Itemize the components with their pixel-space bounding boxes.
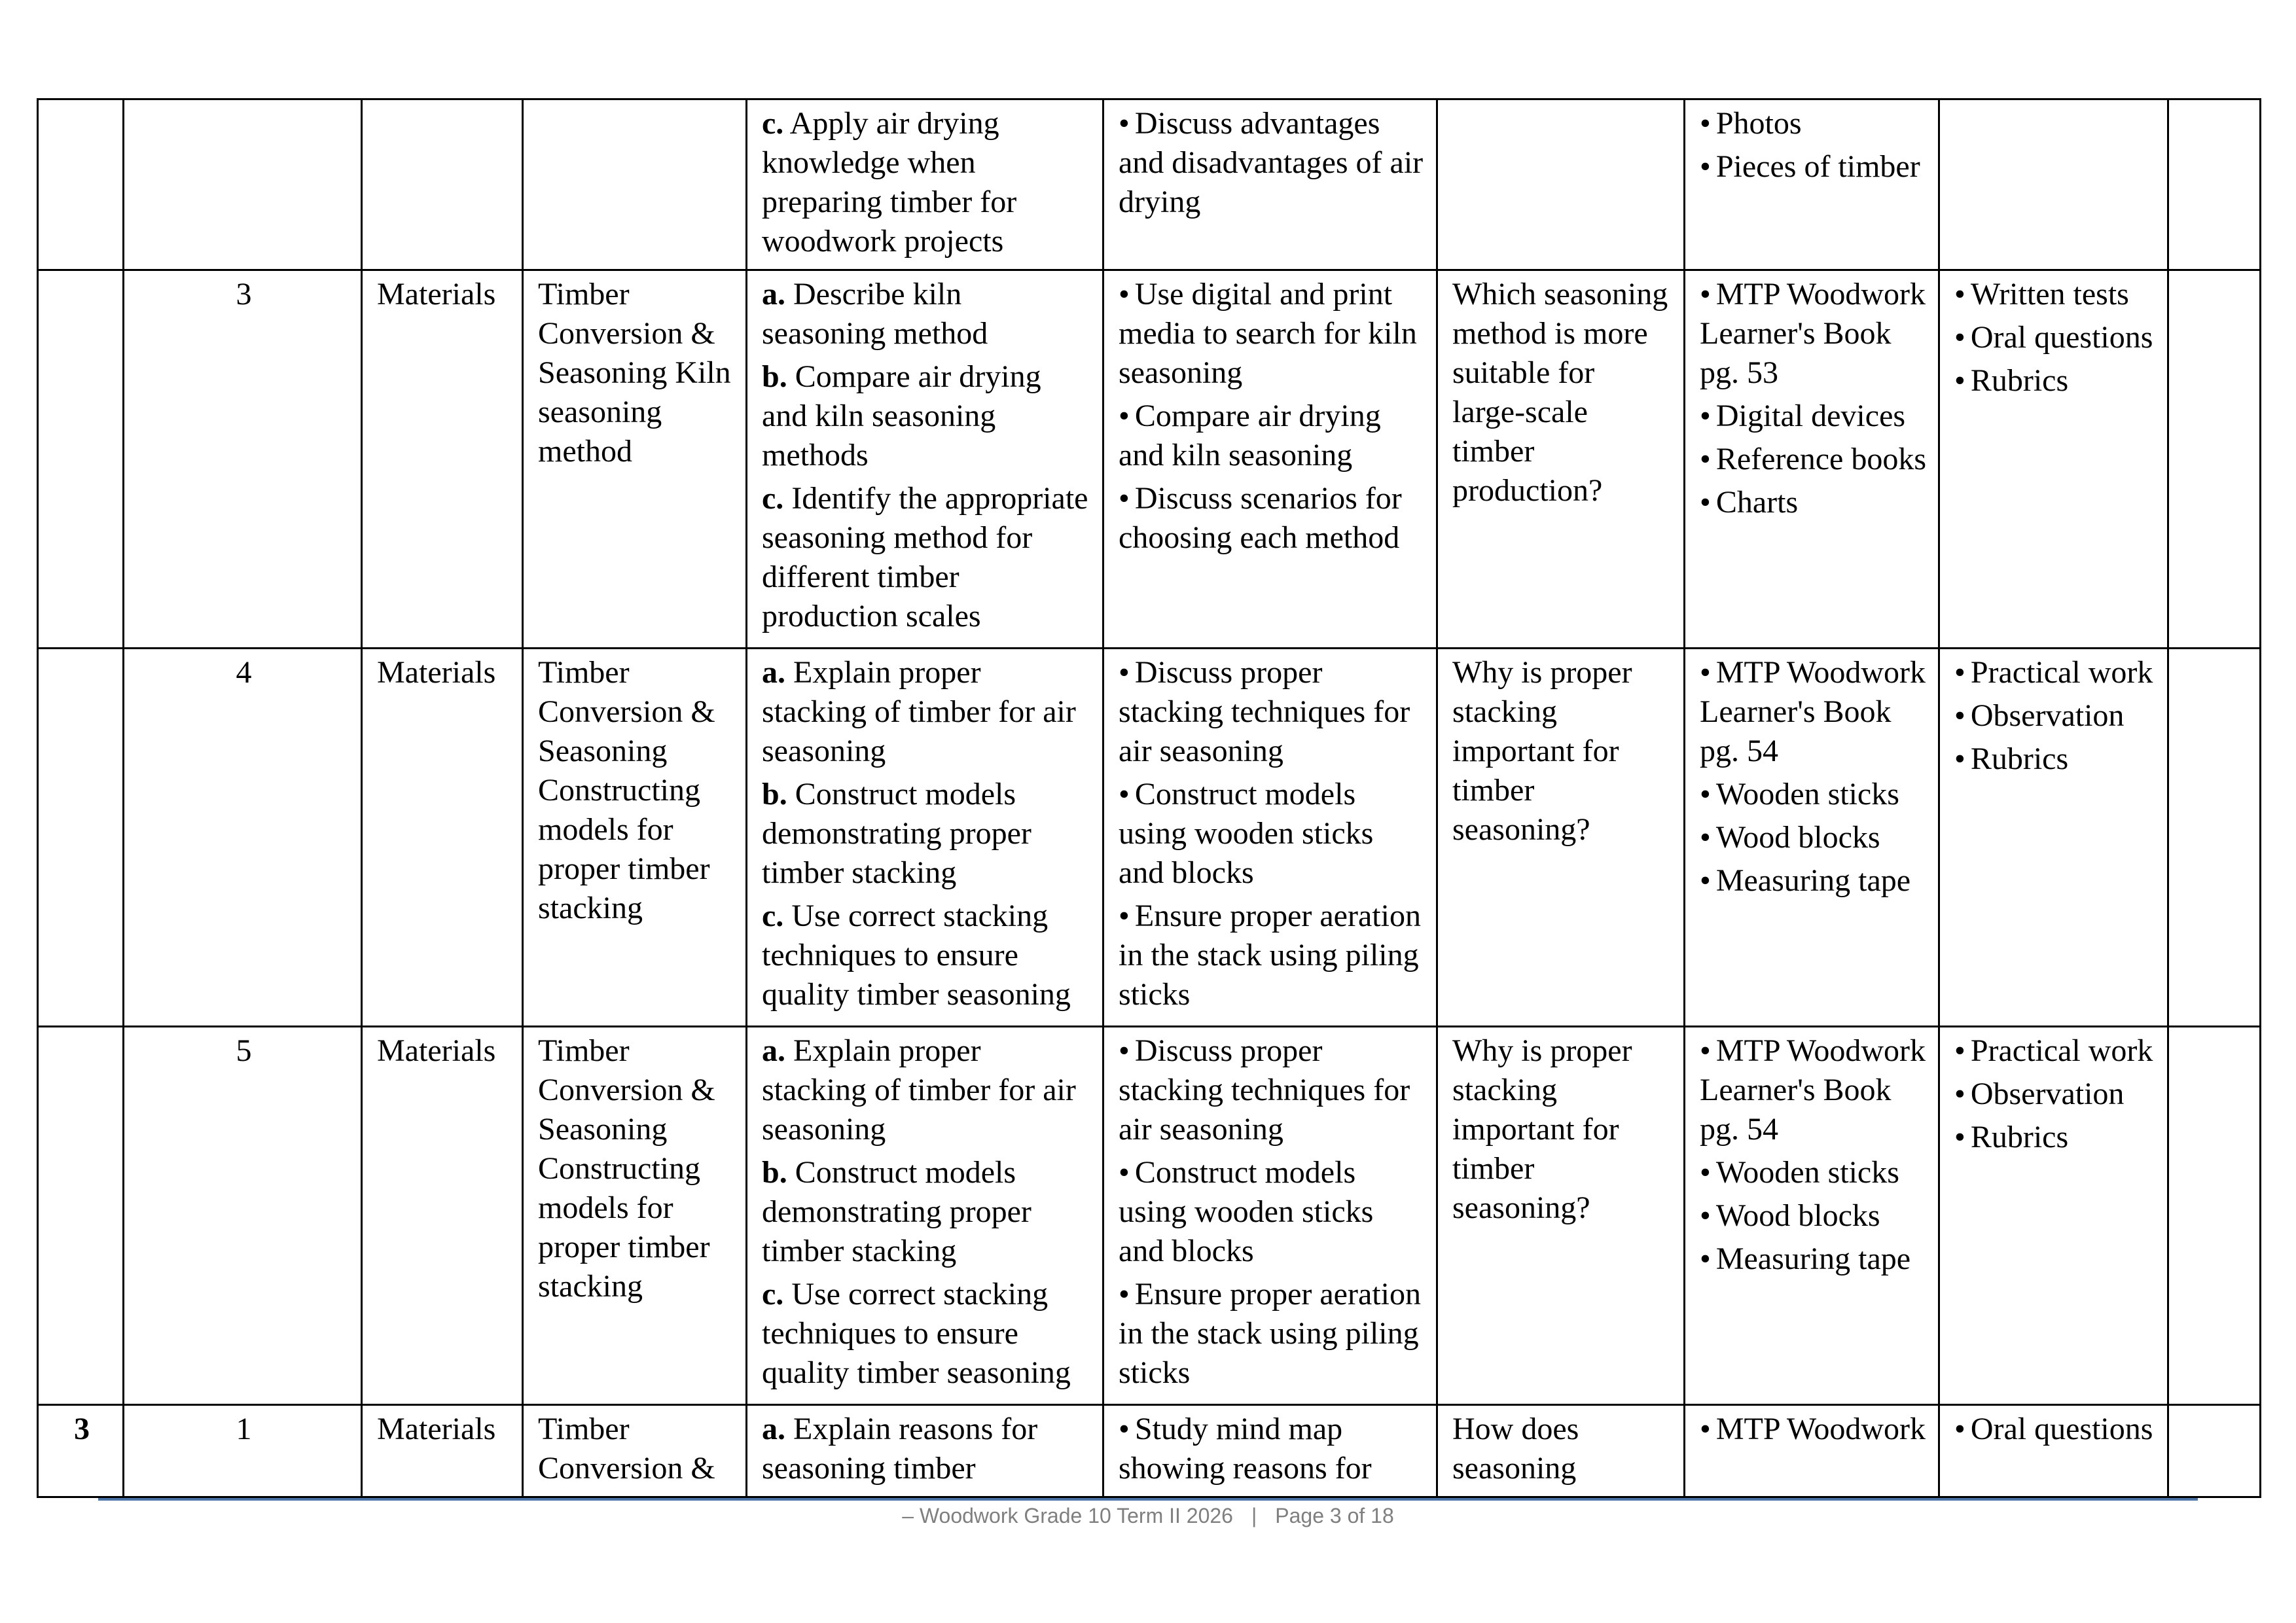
assessment-cell — [1939, 270, 2168, 649]
resource-text: MTP Woodwork Learner's Book pg. 54 — [1700, 1033, 1926, 1147]
assessment-method — [1954, 696, 2155, 736]
learning-experience — [1119, 397, 1424, 475]
resource-text: Reference books — [1715, 442, 1926, 476]
resources-cell — [1685, 649, 1939, 1027]
outcome-text: Construct models demonstrating proper timber stacking — [762, 1155, 1031, 1268]
learning-outcome — [762, 479, 1090, 636]
resource — [1700, 861, 1926, 901]
resource — [1700, 818, 1926, 857]
page-footer — [0, 1503, 2296, 1529]
table-row — [38, 99, 2261, 270]
learning-experience — [1119, 1031, 1424, 1149]
table-row — [38, 270, 2261, 649]
resource-list — [1700, 104, 1926, 187]
learning-outcome — [762, 897, 1090, 1014]
assessment-cell — [1939, 99, 2168, 270]
resource-text: Pieces of timber — [1715, 149, 1920, 184]
learning-experience — [1119, 1275, 1424, 1393]
resource-text: Measuring tape — [1715, 1241, 1911, 1276]
sub-strand-cell: Timber Conversion & Seasoning Constructing models for proper timber stacking — [523, 649, 747, 1027]
resource — [1700, 147, 1926, 187]
assessment-cell — [1939, 649, 2168, 1027]
outcome-text: Use correct stacking techniques to ensure quality timber seasoning — [762, 1277, 1071, 1390]
learning-experience-list — [1119, 1410, 1424, 1488]
learning-experiences-cell — [1103, 99, 1437, 270]
learning-experiences-cell — [1103, 649, 1437, 1027]
learning-outcomes-cell — [747, 1027, 1103, 1405]
resource-text: Photos — [1715, 106, 1802, 141]
learning-experience-text: Construct models using wooden sticks and blocks — [1119, 1155, 1374, 1268]
assessment-cell — [1939, 1405, 2168, 1497]
resource — [1700, 1196, 1926, 1236]
learning-outcome — [762, 775, 1090, 893]
resource-text: MTP Woodwork Learner's Book pg. 54 — [1700, 655, 1926, 768]
table-row — [38, 649, 2261, 1027]
sub-strand-cell — [523, 99, 747, 270]
scheme-of-work-table — [37, 98, 2261, 1498]
lesson-cell — [124, 99, 362, 270]
resource-list — [1700, 1031, 1926, 1279]
outcome-letter: a. — [762, 655, 785, 690]
assessment-method-text: Oral questions — [1970, 1412, 2153, 1446]
learning-outcome — [762, 1153, 1090, 1271]
resource-text: MTP Woodwork — [1715, 1412, 1926, 1446]
week-cell: 3 — [38, 1405, 124, 1497]
key-inquiry-question-cell — [1437, 99, 1685, 270]
resource-text: Wooden sticks — [1715, 777, 1899, 812]
resource-list — [1700, 275, 1926, 522]
assessment-method — [1954, 653, 2155, 692]
sub-strand-cell: Timber Conversion & Seasoning Constructing models for proper timber stacking — [523, 1027, 747, 1405]
learning-experiences-cell — [1103, 1405, 1437, 1497]
resource-list — [1700, 653, 1926, 901]
remarks-cell — [2168, 1405, 2261, 1497]
outcome-letter: a. — [762, 1033, 785, 1068]
table-row — [38, 1027, 2261, 1405]
assessment-cell — [1939, 1027, 2168, 1405]
week-cell — [38, 270, 124, 649]
resource — [1700, 483, 1926, 522]
assessment-method-text: Oral questions — [1970, 320, 2153, 355]
sub-strand-cell: Timber Conversion & Seasoning Kiln seasoning method — [523, 270, 747, 649]
outcome-text: Describe kiln seasoning method — [762, 277, 988, 351]
learning-experience-text: Discuss scenarios for choosing each method — [1119, 481, 1402, 555]
resource-text: Wooden sticks — [1715, 1155, 1899, 1190]
outcome-text: Apply air drying knowledge when preparing timber for woodwork projects — [762, 106, 1017, 259]
remarks-cell — [2168, 270, 2261, 649]
resource — [1700, 1410, 1926, 1449]
resource — [1700, 440, 1926, 479]
resources-cell — [1685, 1405, 1939, 1497]
learning-experiences-cell — [1103, 270, 1437, 649]
learning-outcome — [762, 1031, 1090, 1149]
assessment-method-text: Written tests — [1970, 277, 2129, 312]
learning-outcome — [762, 357, 1090, 475]
week-cell — [38, 649, 124, 1027]
strand-cell: Materials — [362, 1027, 523, 1405]
key-inquiry-question-cell: Which seasoning method is more suitable for large-scale timber production? — [1437, 270, 1685, 649]
table-row — [38, 1405, 2261, 1497]
learning-experience-list — [1119, 1031, 1424, 1393]
learning-outcomes-cell — [747, 649, 1103, 1027]
assessment-method-text: Observation — [1970, 1077, 2125, 1111]
assessment-method — [1954, 318, 2155, 357]
outcome-letter: a. — [762, 1412, 785, 1446]
learning-experience — [1119, 897, 1424, 1014]
assessment-method — [1954, 361, 2155, 401]
learning-experience-text: Study mind map showing reasons for — [1119, 1412, 1372, 1486]
outcome-text: Use correct stacking techniques to ensure quality timber seasoning — [762, 899, 1071, 1012]
resource — [1700, 104, 1926, 143]
resources-cell — [1685, 99, 1939, 270]
resource-text: Wood blocks — [1715, 1198, 1880, 1233]
learning-outcome — [762, 275, 1090, 353]
resource — [1700, 775, 1926, 814]
footer-separator: | — [1251, 1504, 1257, 1527]
learning-experience-text: Ensure proper aeration in the stack using piling sticks — [1119, 1277, 1421, 1390]
outcome-text: Identify the appropriate seasoning method for different timber production scales — [762, 481, 1088, 633]
outcome-text: Compare air drying and kiln seasoning methods — [762, 359, 1041, 473]
outcome-letter: c. — [762, 481, 784, 516]
learning-outcome — [762, 104, 1090, 261]
footer-title: – Woodwork Grade 10 Term II 2026 — [902, 1504, 1233, 1527]
assessment-method-list — [1954, 275, 2155, 401]
assessment-method-list — [1954, 653, 2155, 779]
assessment-method-text: Rubrics — [1970, 363, 2069, 398]
learning-outcome — [762, 1410, 1090, 1488]
learning-experience-text: Discuss advantages and disadvantages of air drying — [1119, 106, 1424, 219]
resource — [1700, 653, 1926, 771]
resource-text: Wood blocks — [1715, 820, 1880, 855]
assessment-method — [1954, 1118, 2155, 1157]
outcome-letter: b. — [762, 1155, 787, 1190]
outcome-letter: b. — [762, 359, 787, 394]
outcome-letter: c. — [762, 106, 784, 141]
lesson-cell: 3 — [124, 270, 362, 649]
learning-experience-text: Use digital and print media to search for kiln seasoning — [1119, 277, 1417, 390]
resource — [1700, 397, 1926, 436]
learning-outcomes-cell — [747, 1405, 1103, 1497]
assessment-method-text: Observation — [1970, 698, 2125, 733]
resources-cell — [1685, 270, 1939, 649]
learning-experience — [1119, 1410, 1424, 1488]
learning-experience-list — [1119, 104, 1424, 222]
remarks-cell — [2168, 1027, 2261, 1405]
assessment-method-text: Rubrics — [1970, 1120, 2069, 1154]
resource-text: Measuring tape — [1715, 863, 1911, 898]
outcome-text: Construct models demonstrating proper timber stacking — [762, 777, 1031, 890]
learning-experiences-cell — [1103, 1027, 1437, 1405]
resource-text: Digital devices — [1715, 399, 1906, 433]
learning-experience — [1119, 775, 1424, 893]
outcome-letter: a. — [762, 277, 785, 312]
key-inquiry-question-cell: Why is proper stacking important for timber seasoning? — [1437, 1027, 1685, 1405]
assessment-method — [1954, 740, 2155, 779]
key-inquiry-question-cell: Why is proper stacking important for timber seasoning? — [1437, 649, 1685, 1027]
learning-experience-text: Construct models using wooden sticks and blocks — [1119, 777, 1374, 890]
learning-experience-list — [1119, 653, 1424, 1014]
outcome-letter: c. — [762, 1277, 784, 1311]
learning-experience-text: Discuss proper stacking techniques for air seasoning — [1119, 655, 1410, 768]
learning-experience — [1119, 479, 1424, 558]
outcome-letter: b. — [762, 777, 787, 812]
resource — [1700, 1153, 1926, 1192]
assessment-method-list — [1954, 1031, 2155, 1157]
strand-cell: Materials — [362, 270, 523, 649]
outcome-text: Explain reasons for seasoning timber — [762, 1412, 1038, 1486]
outcome-text: Explain proper stacking of timber for air seasoning — [762, 1033, 1076, 1147]
learning-outcome — [762, 653, 1090, 771]
key-inquiry-question-cell: How does seasoning — [1437, 1405, 1685, 1497]
footer-rule — [98, 1498, 2198, 1501]
strand-cell: Materials — [362, 649, 523, 1027]
sub-strand-cell: Timber Conversion & — [523, 1405, 747, 1497]
assessment-method-text: Practical work — [1970, 1033, 2153, 1068]
resource — [1700, 1031, 1926, 1149]
resources-cell — [1685, 1027, 1939, 1405]
strand-cell: Materials — [362, 1405, 523, 1497]
learning-experience — [1119, 104, 1424, 222]
assessment-method — [1954, 1410, 2155, 1449]
learning-experience-text: Ensure proper aeration in the stack using piling sticks — [1119, 899, 1421, 1012]
learning-experience — [1119, 1153, 1424, 1271]
resource-list — [1700, 1410, 1926, 1449]
resource — [1700, 275, 1926, 393]
learning-experience-list — [1119, 275, 1424, 558]
week-cell — [38, 1027, 124, 1405]
learning-experience — [1119, 275, 1424, 393]
remarks-cell — [2168, 99, 2261, 270]
learning-outcomes-cell — [747, 270, 1103, 649]
lesson-cell: 4 — [124, 649, 362, 1027]
assessment-method — [1954, 1075, 2155, 1114]
assessment-method-text: Rubrics — [1970, 741, 2069, 776]
outcome-text: Explain proper stacking of timber for air seasoning — [762, 655, 1076, 768]
lesson-cell: 5 — [124, 1027, 362, 1405]
resource — [1700, 1240, 1926, 1279]
week-cell — [38, 99, 124, 270]
footer-page-number: Page 3 of 18 — [1275, 1504, 1394, 1527]
learning-experience-text: Discuss proper stacking techniques for air seasoning — [1119, 1033, 1410, 1147]
assessment-method — [1954, 275, 2155, 314]
strand-cell — [362, 99, 523, 270]
learning-outcomes-cell — [747, 99, 1103, 270]
resource-text: Charts — [1715, 485, 1799, 520]
outcome-letter: c. — [762, 899, 784, 933]
learning-experience — [1119, 653, 1424, 771]
learning-experience-text: Compare air drying and kiln seasoning — [1119, 399, 1381, 473]
lesson-cell: 1 — [124, 1405, 362, 1497]
learning-outcome — [762, 1275, 1090, 1393]
assessment-method-text: Practical work — [1970, 655, 2153, 690]
resource-text: MTP Woodwork Learner's Book pg. 53 — [1700, 277, 1926, 390]
remarks-cell — [2168, 649, 2261, 1027]
assessment-method — [1954, 1031, 2155, 1071]
assessment-method-list — [1954, 1410, 2155, 1449]
